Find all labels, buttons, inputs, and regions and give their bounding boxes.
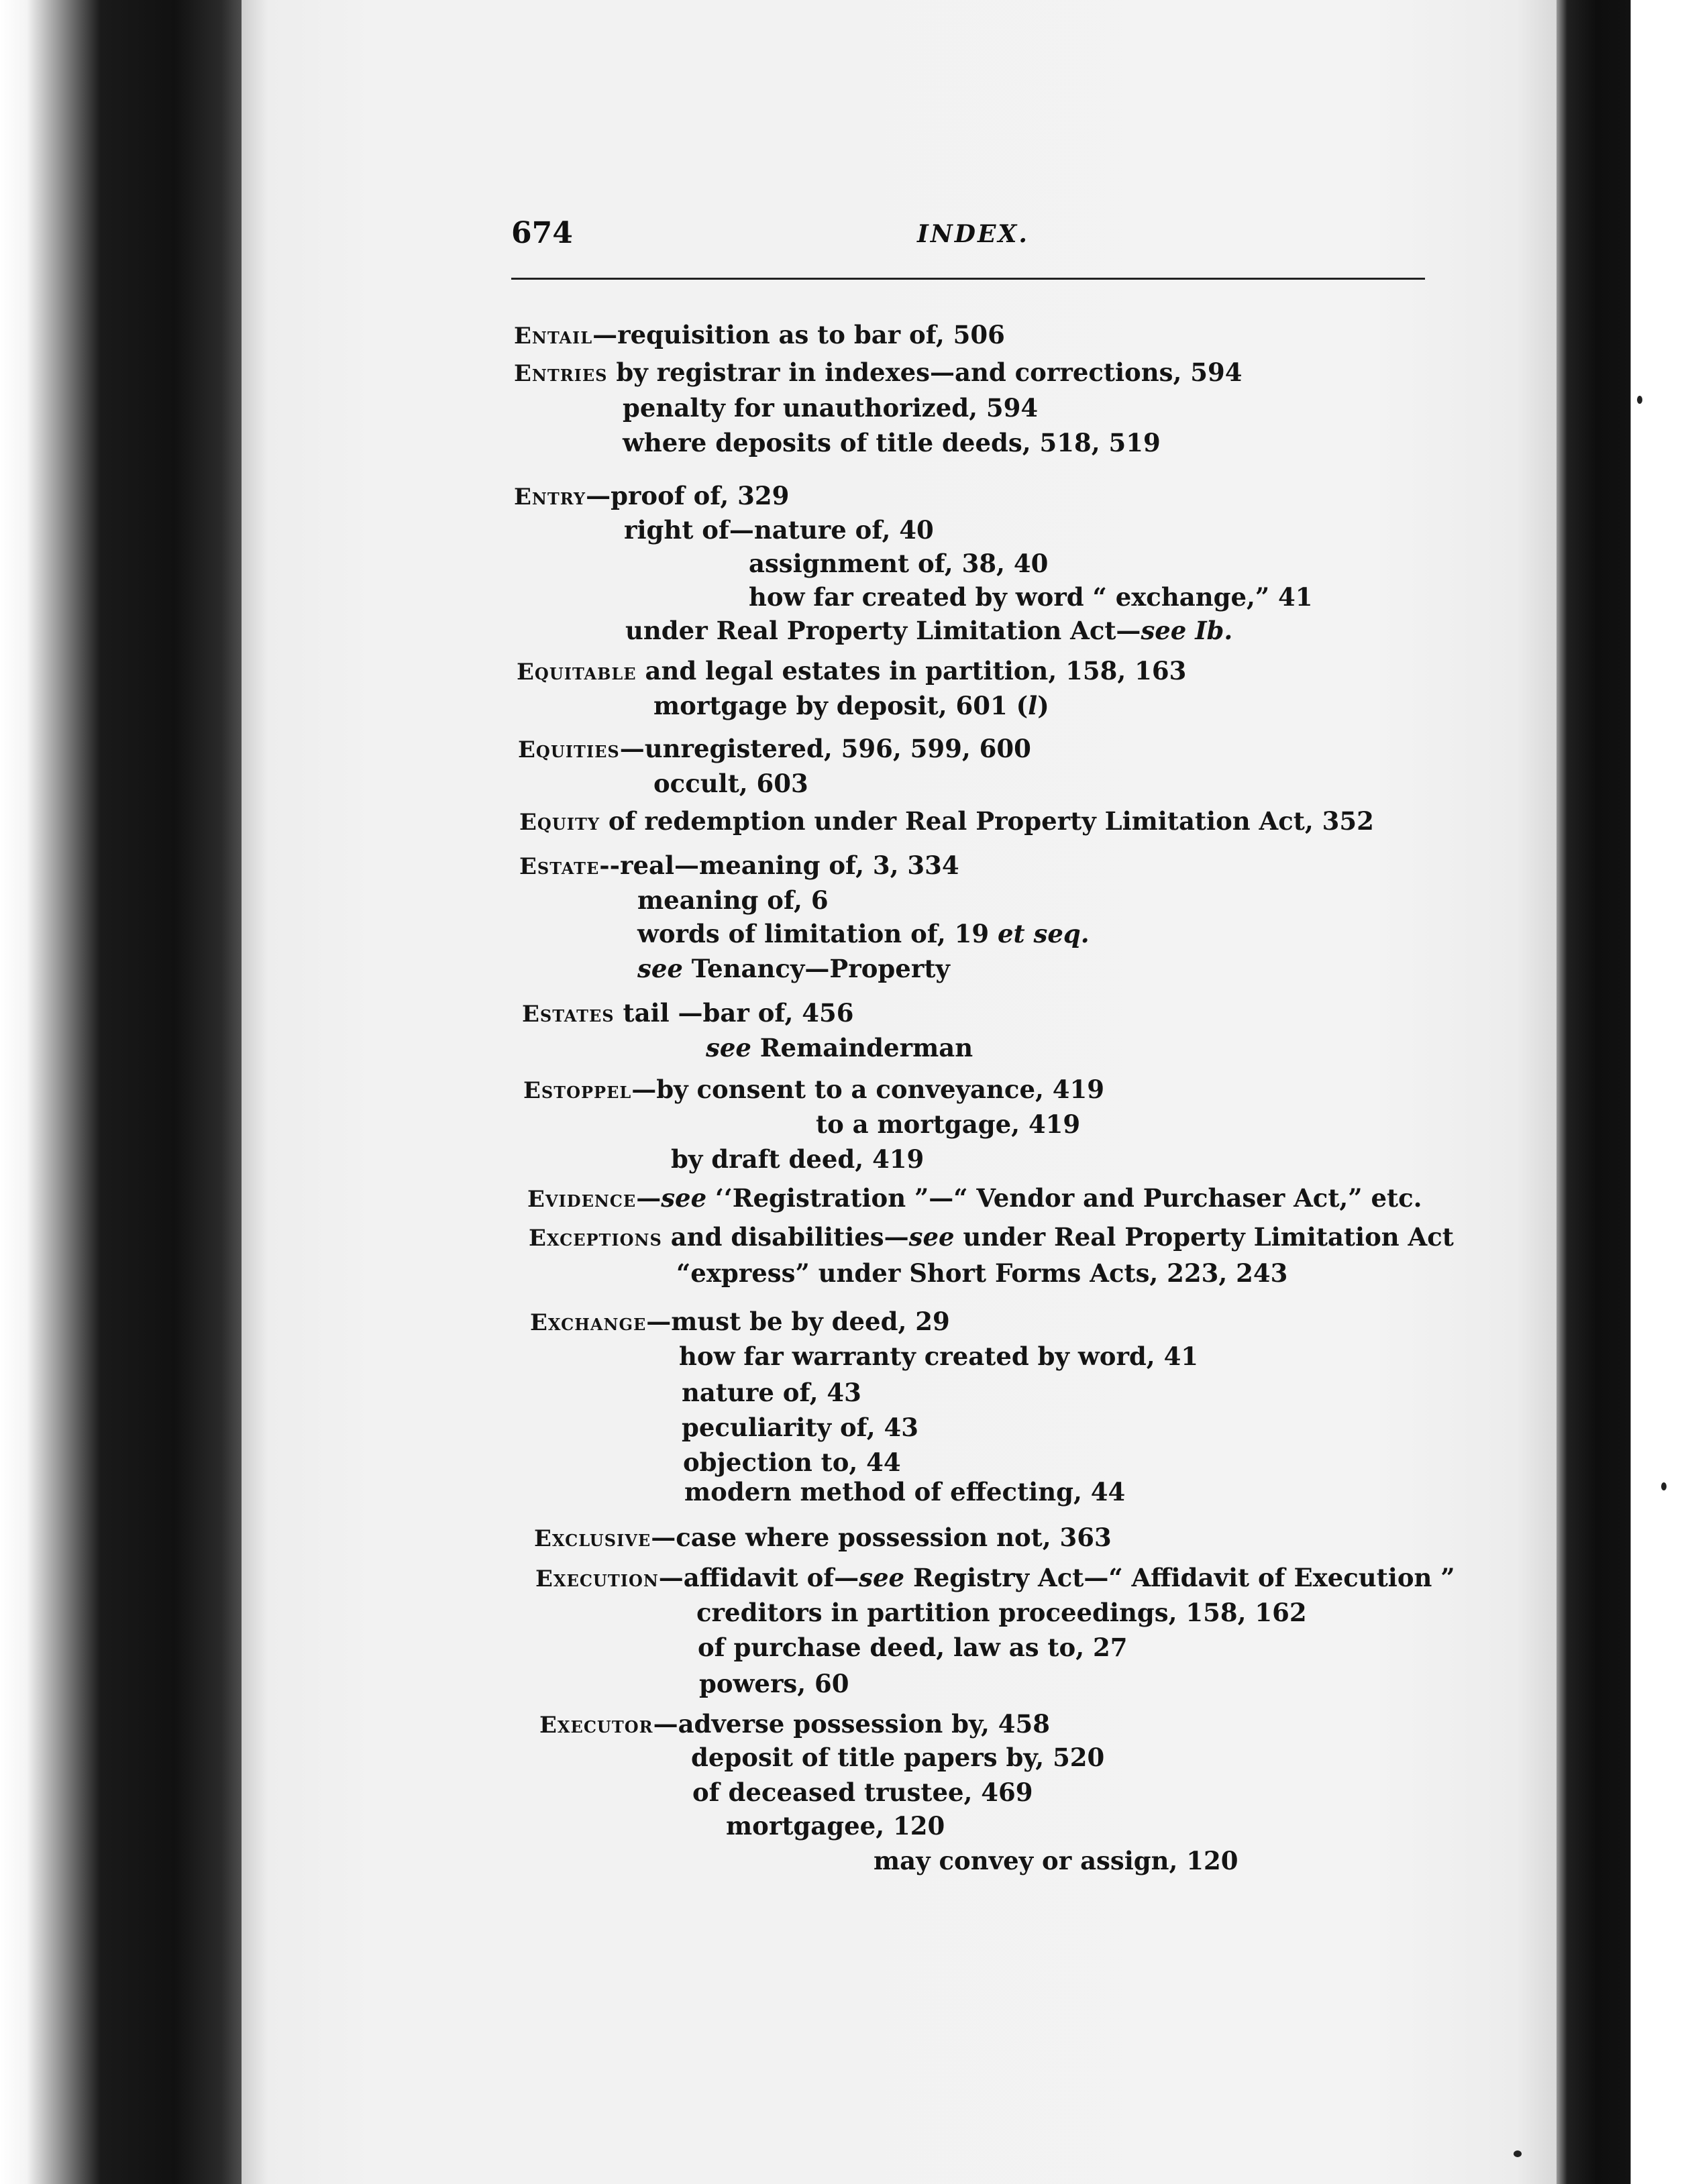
index-line: Exclusive—case where possession not, 363 — [534, 1523, 1112, 1552]
index-subline: assignment of, 38, 40 — [749, 549, 1049, 578]
index-line: Estate--real—meaning of, 3, 334 — [519, 851, 959, 880]
index-headword: Executor — [539, 1712, 653, 1739]
index-subline: creditors in partition proceedings, 158, 162 — [696, 1598, 1307, 1627]
index-subline: “express” under Short Forms Acts, 223, 243 — [676, 1258, 1288, 1288]
index-subline: nature of, 43 — [682, 1378, 861, 1407]
index-subline: powers, 60 — [699, 1669, 849, 1698]
running-head: INDEX. — [917, 220, 1029, 248]
index-subline: of purchase deed, law as to, 27 — [698, 1633, 1128, 1662]
index-headword: Equity — [519, 809, 600, 836]
index-subline: modern method of effecting, 44 — [684, 1477, 1126, 1507]
page-number: 674 — [511, 216, 573, 250]
index-line: Equity of redemption under Real Property Limitation Act, 352 — [519, 806, 1374, 836]
index-line: Estates tail —bar of, 456 — [522, 998, 854, 1028]
index-line: Executor—adverse possession by, 458 — [539, 1709, 1050, 1739]
index-line: Entail—requisition as to bar of, 506 — [514, 320, 1005, 349]
index-headword: Equitable — [517, 659, 637, 686]
index-headword: Execution — [535, 1566, 659, 1592]
index-subline: words of limitation of, 19 et seq. — [637, 919, 1090, 948]
index-subline: of deceased trustee, 469 — [692, 1778, 1033, 1807]
index-headword: Estate — [519, 853, 600, 880]
index-headword: Estates — [522, 1001, 615, 1028]
index-subline: peculiarity of, 43 — [682, 1413, 918, 1442]
index-subline: occult, 603 — [653, 769, 808, 798]
index-headword: Equities — [518, 736, 620, 763]
index-line: Entries by registrar in indexes—and corrections, 594 — [514, 358, 1243, 387]
index-subline: where deposits of title deeds, 518, 519 — [623, 428, 1161, 457]
index-line: Exceptions and disabilities—see under Real Property Limitation Act — [529, 1222, 1454, 1252]
index-subline: right of—nature of, 40 — [624, 515, 934, 545]
index-headword: Estoppel — [523, 1077, 632, 1104]
index-subline: see Tenancy—Property — [637, 954, 950, 983]
index-subline: objection to, 44 — [683, 1448, 901, 1477]
index-headword: Exchange — [530, 1309, 647, 1336]
index-subline: how far created by word “ exchange,” 41 — [749, 582, 1313, 612]
index-subline: under Real Property Limitation Act—see Ib. — [625, 616, 1233, 645]
index-line: Evidence—see ‘‘Registration ”—“ Vendor and Purchaser Act,” etc. — [527, 1183, 1422, 1213]
index-line: Exchange—must be by deed, 29 — [530, 1307, 950, 1336]
index-subline: how far warranty created by word, 41 — [679, 1342, 1199, 1371]
index-subline: meaning of, 6 — [637, 885, 829, 915]
index-subline: see Remainderman — [706, 1033, 973, 1062]
index-headword: Exclusive — [534, 1525, 651, 1552]
index-line: Estoppel—by consent to a conveyance, 419 — [523, 1075, 1104, 1104]
index-headword: Entry — [514, 484, 586, 510]
index-headword: Entail — [514, 323, 593, 349]
index-line: Equitable and legal estates in partition, 158, 163 — [517, 656, 1187, 686]
index-headword: Entries — [514, 360, 608, 387]
index-headword: Evidence — [527, 1186, 637, 1213]
index-subline: mortgagee, 120 — [726, 1811, 945, 1841]
index-subline: penalty for unauthorized, 594 — [623, 393, 1039, 423]
index-line: Equities—unregistered, 596, 599, 600 — [518, 734, 1031, 763]
index-subline: may convey or assign, 120 — [874, 1846, 1238, 1875]
index-subline: mortgage by deposit, 601 (l) — [653, 691, 1049, 720]
index-subline: deposit of title papers by, 520 — [691, 1743, 1105, 1772]
index-headword: Exceptions — [529, 1225, 662, 1252]
index-subline: by draft deed, 419 — [671, 1144, 925, 1174]
index-line: Execution—affidavit of—see Registry Act—“ Affidavit of Execution ” — [535, 1563, 1455, 1592]
index-line: Entry—proof of, 329 — [514, 481, 790, 510]
index-subline: to a mortgage, 419 — [816, 1109, 1081, 1139]
